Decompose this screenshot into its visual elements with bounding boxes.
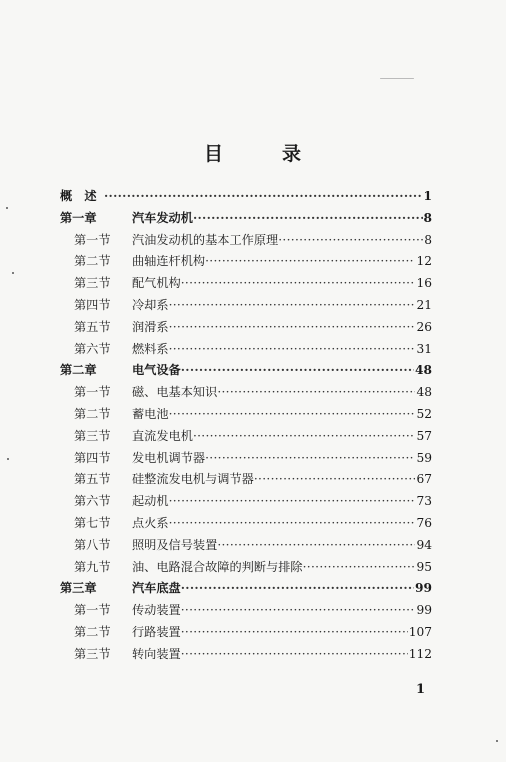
toc-entry-title: 磁、电基本知识 ····· xyxy=(132,382,432,404)
toc-entry-page: 8 xyxy=(423,230,432,252)
toc-section-row xyxy=(60,317,432,339)
toc-entry-page: 48 xyxy=(415,382,432,404)
toc-entry-number: 第六节 xyxy=(74,341,111,356)
toc-entry-number: 第二节 xyxy=(74,624,111,639)
toc-entry-page: 52 xyxy=(415,404,432,426)
toc-section-row xyxy=(60,404,432,426)
toc-section-row xyxy=(60,535,432,557)
toc-entry-title: 汽油发动机的基本工作原理 ····· xyxy=(132,230,432,252)
toc-entry-page: 48 xyxy=(414,360,432,382)
toc-section-row xyxy=(60,339,432,361)
toc-entry-page: 26 xyxy=(415,317,432,339)
toc-section-row xyxy=(60,448,432,470)
toc-entry-title: 照明及信号装置 ····· xyxy=(132,535,432,557)
toc-entry-number: 第二节 xyxy=(74,254,111,269)
toc-entry-number: 第八节 xyxy=(74,537,111,552)
toc-entry-page: 112 xyxy=(408,644,432,666)
toc-entry-number: 第七节 xyxy=(74,515,111,530)
scan-mark xyxy=(380,78,414,79)
toc-section-row xyxy=(60,469,432,491)
toc-entry-number: 第五节 xyxy=(74,472,111,487)
toc-entry-number: 第一节 xyxy=(74,385,111,400)
toc-entry-page: 1 xyxy=(423,186,432,208)
toc-section-row xyxy=(60,295,432,317)
toc-entry-page: 16 xyxy=(415,273,432,295)
scan-speck xyxy=(496,740,498,742)
toc-entry-title: 直流发电机 ····· xyxy=(132,426,432,448)
toc-entry-title: 汽车发动机 ····· xyxy=(132,208,432,230)
toc-entry-number: 第四节 xyxy=(74,297,111,312)
toc-entry-page: 57 xyxy=(415,426,432,448)
toc-entry-page: 31 xyxy=(415,339,432,361)
toc-entry-number: 第二章 xyxy=(60,363,97,378)
toc-entry-title: 曲轴连杆机构 ····· xyxy=(132,251,432,273)
toc-entry-title: 汽车底盘 ····· xyxy=(132,578,432,600)
toc-entry-number: 第五节 xyxy=(74,319,111,334)
toc-chapter-row xyxy=(60,578,432,600)
toc-entry-title: 配气机构 ····· xyxy=(132,273,432,295)
toc-entry-number: 第一节 xyxy=(74,232,111,247)
toc-entry-page: 107 xyxy=(408,622,432,644)
toc-entry-page: 8 xyxy=(423,208,432,230)
toc-section-row xyxy=(60,491,432,513)
toc-entry-title: 发电机调节器 ····· xyxy=(132,448,432,470)
toc-entry-number: 第四节 xyxy=(74,450,111,465)
toc-section-row xyxy=(60,622,432,644)
toc-title xyxy=(0,139,506,166)
toc-entry-page: 76 xyxy=(415,513,432,535)
toc-entry-title: 蓄电池 ····· xyxy=(132,404,432,426)
toc-entry-title: 行路装置 ····· xyxy=(132,622,432,644)
toc-entry-number: 第一节 xyxy=(74,603,111,618)
toc-entry-title: 油、电路混合故障的判断与排除 ····· xyxy=(132,557,432,579)
toc-entry-title xyxy=(104,186,432,208)
toc-entry-page: 12 xyxy=(415,251,432,273)
toc-section-row xyxy=(60,382,432,404)
toc-entry-title: 硅整流发电机与调节器 ····· xyxy=(132,469,432,491)
toc-entry-number: 第三节 xyxy=(74,646,111,661)
toc-section-row xyxy=(60,513,432,535)
toc-chapter-row xyxy=(60,186,432,208)
toc-section-row xyxy=(60,273,432,295)
toc-entry-number: 第六节 xyxy=(74,494,111,509)
toc-entry-number: 第二节 xyxy=(74,406,111,421)
toc-entry-page: 59 xyxy=(415,448,432,470)
toc-section-row xyxy=(60,251,432,273)
toc-section-row xyxy=(60,600,432,622)
toc-chapter-row xyxy=(60,360,432,382)
toc-entry-title: 冷却系 ····· xyxy=(132,295,432,317)
toc-entry-title: 起动机 ····· xyxy=(132,491,432,513)
toc-entry-page: 94 xyxy=(415,535,432,557)
scan-speck xyxy=(6,207,8,209)
scan-speck xyxy=(12,272,14,274)
toc-section-row xyxy=(60,644,432,666)
toc-entry-page: 21 xyxy=(415,295,432,317)
toc-chapter-row xyxy=(60,208,432,230)
table-of-contents xyxy=(60,186,432,666)
toc-entry-page: 95 xyxy=(415,557,432,579)
scan-speck xyxy=(7,458,9,460)
toc-section-row xyxy=(60,230,432,252)
toc-entry-number: 第三节 xyxy=(74,428,111,443)
toc-entry-page: 99 xyxy=(415,600,432,622)
toc-entry-number: 第三章 xyxy=(60,581,97,596)
toc-entry-page: 67 xyxy=(415,469,432,491)
toc-entry-page: 99 xyxy=(414,578,432,600)
page-number: 1 xyxy=(416,682,426,697)
toc-entry-title: 燃料系 ····· xyxy=(132,339,432,361)
toc-entry-number: 概 述 xyxy=(60,189,97,203)
toc-entry-number: 第一章 xyxy=(60,210,97,225)
toc-entry-title: 传动装置 ····· xyxy=(132,600,432,622)
toc-entry-number: 第九节 xyxy=(74,559,111,574)
toc-section-row xyxy=(60,557,432,579)
toc-section-row xyxy=(60,426,432,448)
toc-entry-number: 第三节 xyxy=(74,276,111,291)
toc-entry-title: 点火系 ····· xyxy=(132,513,432,535)
toc-title-char-1: 目 xyxy=(203,143,224,165)
toc-entry-title: 润滑系 ····· xyxy=(132,317,432,339)
toc-title-char-2: 录 xyxy=(282,143,303,165)
toc-entry-title: 电气设备 ····· xyxy=(132,360,432,382)
toc-entry-title: 转向装置 ····· xyxy=(132,644,432,666)
toc-entry-page: 73 xyxy=(415,491,432,513)
